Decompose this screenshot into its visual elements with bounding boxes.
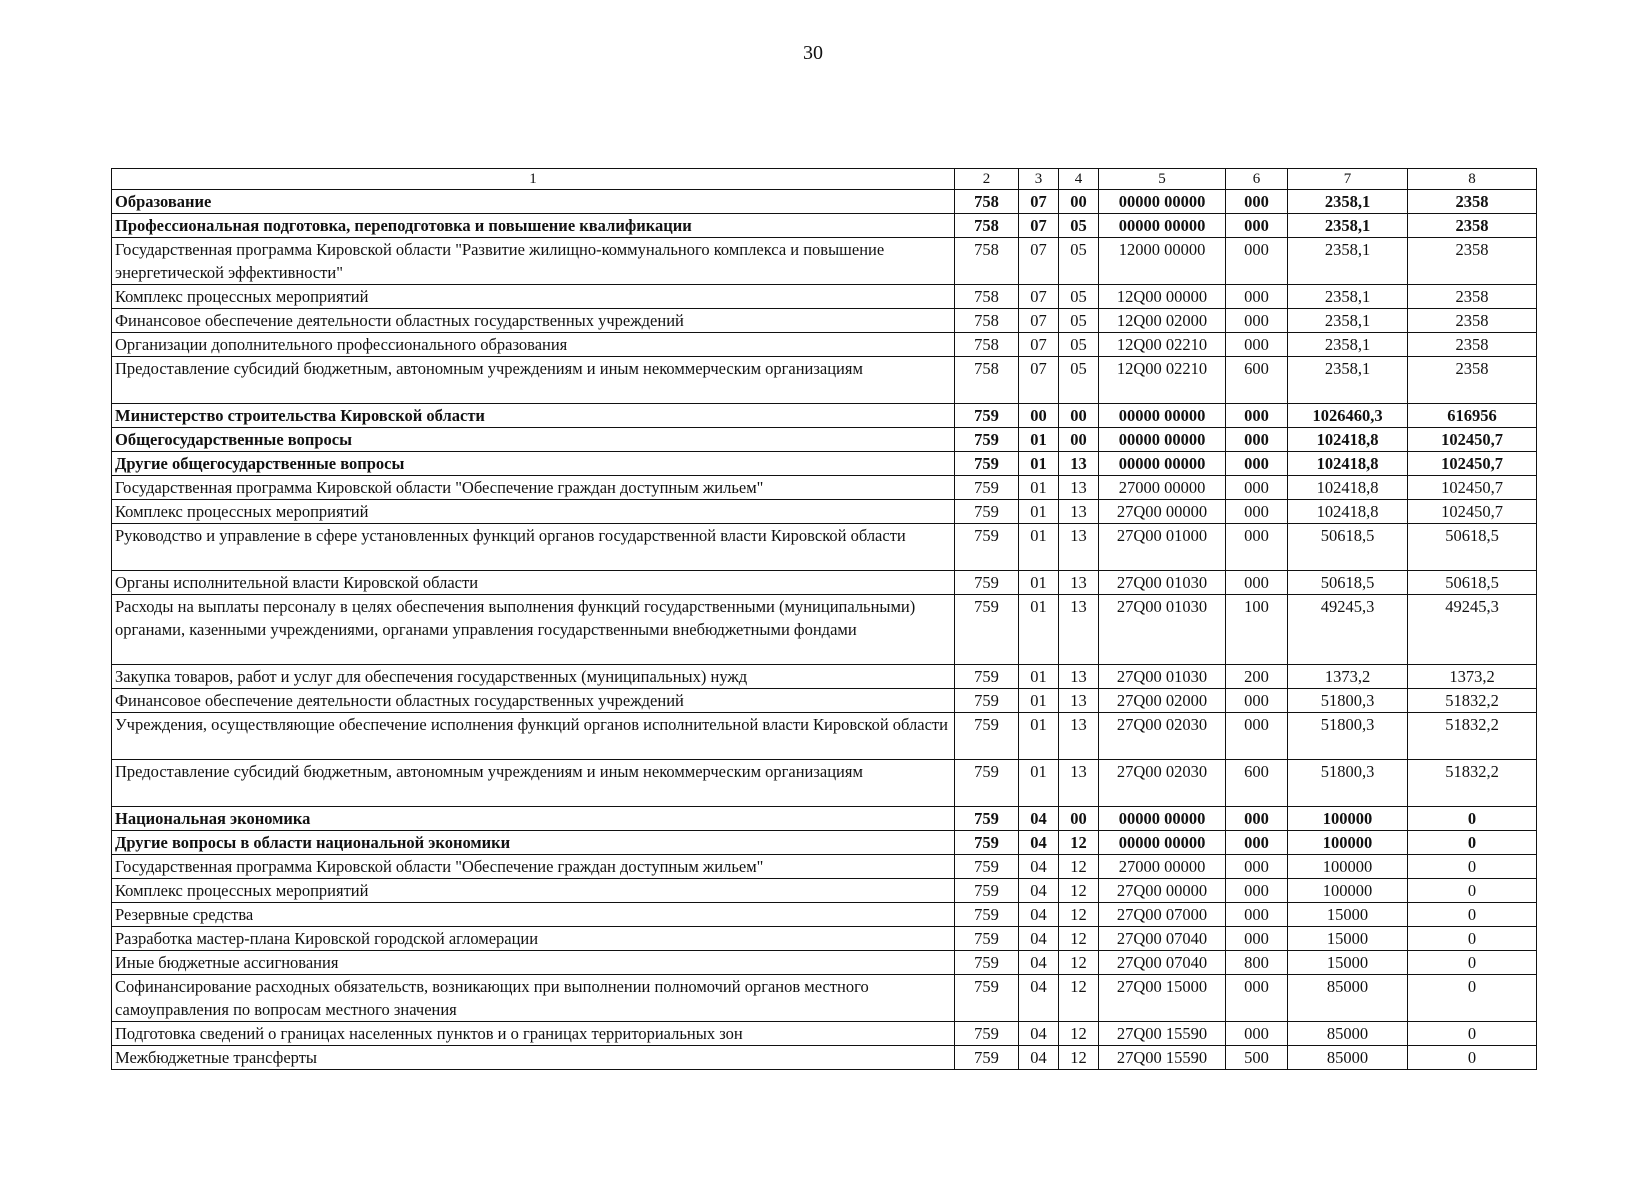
table-row xyxy=(112,807,1537,831)
row-name-cell: Финансовое обеспечение деятельности областных государственных учреждений xyxy=(112,689,955,713)
row-amount-1-cell: 51800,3 xyxy=(1288,713,1408,760)
row-section-cell: 04 xyxy=(1019,807,1059,831)
row-section-cell: 04 xyxy=(1019,879,1059,903)
row-subsection-cell: 12 xyxy=(1059,879,1099,903)
table-row xyxy=(112,190,1537,214)
row-expense-type-cell: 000 xyxy=(1226,333,1288,357)
row-target-article-cell: 27Q00 00000 xyxy=(1099,879,1226,903)
row-expense-type-cell: 500 xyxy=(1226,1046,1288,1070)
row-name-cell: Государственная программа Кировской области "Обеспечение граждан доступным жильем" xyxy=(112,855,955,879)
row-target-article-cell: 27Q00 15590 xyxy=(1099,1022,1226,1046)
row-amount-2-cell: 616956 xyxy=(1408,404,1537,428)
row-target-article-cell: 12Q00 00000 xyxy=(1099,285,1226,309)
row-ministry-code-cell: 759 xyxy=(955,855,1019,879)
row-section-cell: 01 xyxy=(1019,476,1059,500)
row-amount-2-cell: 2358 xyxy=(1408,285,1537,309)
row-amount-2-cell: 0 xyxy=(1408,807,1537,831)
row-ministry-code-cell: 758 xyxy=(955,309,1019,333)
row-subsection-cell: 13 xyxy=(1059,689,1099,713)
row-amount-2-cell: 0 xyxy=(1408,1022,1537,1046)
row-amount-1-cell: 100000 xyxy=(1288,807,1408,831)
row-section-cell: 01 xyxy=(1019,524,1059,571)
row-amount-1-cell: 2358,1 xyxy=(1288,309,1408,333)
header-cell: 3 xyxy=(1019,169,1059,190)
row-subsection-cell: 12 xyxy=(1059,855,1099,879)
row-section-cell: 04 xyxy=(1019,975,1059,1022)
row-subsection-cell: 12 xyxy=(1059,1046,1099,1070)
row-amount-2-cell: 0 xyxy=(1408,831,1537,855)
table-row xyxy=(112,665,1537,689)
row-expense-type-cell: 000 xyxy=(1226,879,1288,903)
row-ministry-code-cell: 759 xyxy=(955,879,1019,903)
row-ministry-code-cell: 759 xyxy=(955,975,1019,1022)
row-amount-1-cell: 51800,3 xyxy=(1288,760,1408,807)
row-ministry-code-cell: 758 xyxy=(955,238,1019,285)
table-row xyxy=(112,238,1537,285)
row-ministry-code-cell: 759 xyxy=(955,524,1019,571)
header-cell: 2 xyxy=(955,169,1019,190)
table-row xyxy=(112,333,1537,357)
row-section-cell: 01 xyxy=(1019,571,1059,595)
row-expense-type-cell: 000 xyxy=(1226,903,1288,927)
row-subsection-cell: 05 xyxy=(1059,285,1099,309)
row-name-cell: Разработка мастер-плана Кировской городской агломерации xyxy=(112,927,955,951)
row-section-cell: 07 xyxy=(1019,214,1059,238)
table-row xyxy=(112,428,1537,452)
table-row xyxy=(112,760,1537,807)
row-amount-2-cell: 2358 xyxy=(1408,309,1537,333)
row-name-cell: Резервные средства xyxy=(112,903,955,927)
row-section-cell: 01 xyxy=(1019,500,1059,524)
row-amount-2-cell: 2358 xyxy=(1408,214,1537,238)
row-subsection-cell: 13 xyxy=(1059,571,1099,595)
row-ministry-code-cell: 759 xyxy=(955,713,1019,760)
row-amount-1-cell: 85000 xyxy=(1288,1022,1408,1046)
row-expense-type-cell: 600 xyxy=(1226,760,1288,807)
row-ministry-code-cell: 759 xyxy=(955,831,1019,855)
row-section-cell: 07 xyxy=(1019,190,1059,214)
row-section-cell: 01 xyxy=(1019,665,1059,689)
row-subsection-cell: 12 xyxy=(1059,831,1099,855)
row-name-cell: Софинансирование расходных обязательств, возникающих при выполнении полномочий органов местного самоуправления по вопросам местного значения xyxy=(112,975,955,1022)
row-amount-1-cell: 50618,5 xyxy=(1288,524,1408,571)
page-number: 30 xyxy=(803,42,823,64)
row-section-cell: 07 xyxy=(1019,238,1059,285)
row-amount-1-cell: 1026460,3 xyxy=(1288,404,1408,428)
row-ministry-code-cell: 758 xyxy=(955,285,1019,309)
table-row xyxy=(112,214,1537,238)
row-amount-1-cell: 85000 xyxy=(1288,1046,1408,1070)
row-section-cell: 01 xyxy=(1019,595,1059,665)
row-ministry-code-cell: 759 xyxy=(955,476,1019,500)
row-subsection-cell: 13 xyxy=(1059,665,1099,689)
row-expense-type-cell: 000 xyxy=(1226,855,1288,879)
row-expense-type-cell: 000 xyxy=(1226,713,1288,760)
budget-table xyxy=(111,168,1537,1070)
row-amount-2-cell: 2358 xyxy=(1408,190,1537,214)
row-subsection-cell: 12 xyxy=(1059,927,1099,951)
row-amount-2-cell: 51832,2 xyxy=(1408,760,1537,807)
row-amount-2-cell: 51832,2 xyxy=(1408,713,1537,760)
row-section-cell: 04 xyxy=(1019,855,1059,879)
table-row xyxy=(112,404,1537,428)
row-expense-type-cell: 000 xyxy=(1226,238,1288,285)
row-target-article-cell: 00000 00000 xyxy=(1099,428,1226,452)
table-row xyxy=(112,357,1537,404)
table-row xyxy=(112,309,1537,333)
row-amount-1-cell: 102418,8 xyxy=(1288,428,1408,452)
header-cell: 6 xyxy=(1226,169,1288,190)
row-name-cell: Комплекс процессных мероприятий xyxy=(112,500,955,524)
row-amount-2-cell: 102450,7 xyxy=(1408,452,1537,476)
row-expense-type-cell: 000 xyxy=(1226,689,1288,713)
table-row xyxy=(112,831,1537,855)
table-row xyxy=(112,855,1537,879)
row-amount-2-cell: 0 xyxy=(1408,951,1537,975)
table-row xyxy=(112,1022,1537,1046)
row-amount-2-cell: 0 xyxy=(1408,903,1537,927)
row-amount-1-cell: 2358,1 xyxy=(1288,357,1408,404)
table-row xyxy=(112,713,1537,760)
row-name-cell: Финансовое обеспечение деятельности областных государственных учреждений xyxy=(112,309,955,333)
row-name-cell: Другие вопросы в области национальной экономики xyxy=(112,831,955,855)
row-amount-1-cell: 102418,8 xyxy=(1288,452,1408,476)
row-ministry-code-cell: 758 xyxy=(955,214,1019,238)
row-subsection-cell: 13 xyxy=(1059,595,1099,665)
row-subsection-cell: 13 xyxy=(1059,713,1099,760)
row-amount-1-cell: 51800,3 xyxy=(1288,689,1408,713)
row-subsection-cell: 13 xyxy=(1059,500,1099,524)
row-target-article-cell: 27Q00 02030 xyxy=(1099,760,1226,807)
row-ministry-code-cell: 759 xyxy=(955,500,1019,524)
row-section-cell: 04 xyxy=(1019,1022,1059,1046)
row-ministry-code-cell: 759 xyxy=(955,452,1019,476)
row-ministry-code-cell: 759 xyxy=(955,689,1019,713)
row-expense-type-cell: 000 xyxy=(1226,404,1288,428)
row-section-cell: 04 xyxy=(1019,951,1059,975)
row-expense-type-cell: 000 xyxy=(1226,285,1288,309)
table-row xyxy=(112,975,1537,1022)
row-amount-1-cell: 15000 xyxy=(1288,927,1408,951)
row-name-cell: Закупка товаров, работ и услуг для обеспечения государственных (муниципальных) нужд xyxy=(112,665,955,689)
row-ministry-code-cell: 759 xyxy=(955,1022,1019,1046)
row-ministry-code-cell: 759 xyxy=(955,807,1019,831)
row-amount-2-cell: 0 xyxy=(1408,879,1537,903)
row-subsection-cell: 13 xyxy=(1059,524,1099,571)
row-target-article-cell: 27Q00 15590 xyxy=(1099,1046,1226,1070)
row-amount-2-cell: 49245,3 xyxy=(1408,595,1537,665)
row-section-cell: 01 xyxy=(1019,713,1059,760)
row-subsection-cell: 12 xyxy=(1059,1022,1099,1046)
row-amount-1-cell: 100000 xyxy=(1288,831,1408,855)
row-ministry-code-cell: 758 xyxy=(955,190,1019,214)
row-section-cell: 01 xyxy=(1019,689,1059,713)
row-amount-2-cell: 50618,5 xyxy=(1408,524,1537,571)
row-name-cell: Органы исполнительной власти Кировской области xyxy=(112,571,955,595)
table-header-row xyxy=(112,169,1537,190)
table-row xyxy=(112,951,1537,975)
row-target-article-cell: 00000 00000 xyxy=(1099,404,1226,428)
row-subsection-cell: 00 xyxy=(1059,404,1099,428)
row-amount-2-cell: 50618,5 xyxy=(1408,571,1537,595)
row-target-article-cell: 27Q00 01030 xyxy=(1099,571,1226,595)
row-ministry-code-cell: 759 xyxy=(955,595,1019,665)
row-amount-1-cell: 1373,2 xyxy=(1288,665,1408,689)
table-row xyxy=(112,500,1537,524)
row-amount-2-cell: 0 xyxy=(1408,927,1537,951)
row-name-cell: Учреждения, осуществляющие обеспечение исполнения функций органов исполнительной власти Кировской области xyxy=(112,713,955,760)
row-ministry-code-cell: 759 xyxy=(955,903,1019,927)
header-cell: 8 xyxy=(1408,169,1537,190)
row-target-article-cell: 27Q00 07000 xyxy=(1099,903,1226,927)
row-target-article-cell: 27Q00 01030 xyxy=(1099,595,1226,665)
row-amount-2-cell: 2358 xyxy=(1408,238,1537,285)
row-target-article-cell: 00000 00000 xyxy=(1099,452,1226,476)
row-amount-2-cell: 2358 xyxy=(1408,333,1537,357)
row-section-cell: 01 xyxy=(1019,760,1059,807)
row-amount-2-cell: 102450,7 xyxy=(1408,476,1537,500)
table-row xyxy=(112,452,1537,476)
row-amount-2-cell: 102450,7 xyxy=(1408,428,1537,452)
row-name-cell: Подготовка сведений о границах населенных пунктов и о границах территориальных зон xyxy=(112,1022,955,1046)
row-subsection-cell: 13 xyxy=(1059,476,1099,500)
row-section-cell: 04 xyxy=(1019,1046,1059,1070)
row-subsection-cell: 05 xyxy=(1059,238,1099,285)
table-row xyxy=(112,595,1537,665)
row-name-cell: Профессиональная подготовка, переподготовка и повышение квалификации xyxy=(112,214,955,238)
table-row xyxy=(112,285,1537,309)
row-name-cell: Иные бюджетные ассигнования xyxy=(112,951,955,975)
row-amount-1-cell: 49245,3 xyxy=(1288,595,1408,665)
table-row xyxy=(112,571,1537,595)
row-amount-2-cell: 1373,2 xyxy=(1408,665,1537,689)
row-name-cell: Образование xyxy=(112,190,955,214)
row-subsection-cell: 05 xyxy=(1059,333,1099,357)
row-amount-1-cell: 15000 xyxy=(1288,951,1408,975)
row-ministry-code-cell: 758 xyxy=(955,333,1019,357)
row-name-cell: Другие общегосударственные вопросы xyxy=(112,452,955,476)
row-name-cell: Комплекс процессных мероприятий xyxy=(112,285,955,309)
table-row xyxy=(112,476,1537,500)
row-amount-1-cell: 15000 xyxy=(1288,903,1408,927)
row-target-article-cell: 27Q00 01000 xyxy=(1099,524,1226,571)
row-expense-type-cell: 000 xyxy=(1226,428,1288,452)
row-subsection-cell: 12 xyxy=(1059,975,1099,1022)
row-ministry-code-cell: 759 xyxy=(955,760,1019,807)
row-name-cell: Национальная экономика xyxy=(112,807,955,831)
row-subsection-cell: 05 xyxy=(1059,214,1099,238)
row-expense-type-cell: 000 xyxy=(1226,524,1288,571)
row-subsection-cell: 12 xyxy=(1059,951,1099,975)
table-row xyxy=(112,524,1537,571)
row-expense-type-cell: 000 xyxy=(1226,807,1288,831)
row-name-cell: Руководство и управление в сфере установленных функций органов государственной власти Кировской области xyxy=(112,524,955,571)
row-expense-type-cell: 000 xyxy=(1226,309,1288,333)
row-name-cell: Предоставление субсидий бюджетным, автономным учреждениям и иным некоммерческим организациям xyxy=(112,357,955,404)
row-target-article-cell: 27Q00 01030 xyxy=(1099,665,1226,689)
row-expense-type-cell: 100 xyxy=(1226,595,1288,665)
row-name-cell: Расходы на выплаты персоналу в целях обеспечения выполнения функций государственными (муниципальными) органами, казенными учреждениями, органами управления государственными внебюджетными фондами xyxy=(112,595,955,665)
row-name-cell: Организации дополнительного профессионального образования xyxy=(112,333,955,357)
row-expense-type-cell: 000 xyxy=(1226,190,1288,214)
row-amount-1-cell: 2358,1 xyxy=(1288,238,1408,285)
row-name-cell: Государственная программа Кировской области "Развитие жилищно-коммунального комплекса и повышение энергетической эффективности" xyxy=(112,238,955,285)
row-expense-type-cell: 800 xyxy=(1226,951,1288,975)
table-row xyxy=(112,879,1537,903)
row-expense-type-cell: 000 xyxy=(1226,927,1288,951)
row-ministry-code-cell: 759 xyxy=(955,1046,1019,1070)
row-amount-1-cell: 2358,1 xyxy=(1288,333,1408,357)
row-amount-1-cell: 102418,8 xyxy=(1288,476,1408,500)
row-ministry-code-cell: 759 xyxy=(955,571,1019,595)
row-subsection-cell: 13 xyxy=(1059,452,1099,476)
row-amount-1-cell: 2358,1 xyxy=(1288,285,1408,309)
header-cell: 5 xyxy=(1099,169,1226,190)
table-body xyxy=(112,169,1537,1070)
row-amount-1-cell: 100000 xyxy=(1288,879,1408,903)
row-expense-type-cell: 000 xyxy=(1226,975,1288,1022)
row-expense-type-cell: 600 xyxy=(1226,357,1288,404)
header-cell: 4 xyxy=(1059,169,1099,190)
table-row xyxy=(112,927,1537,951)
header-cell: 7 xyxy=(1288,169,1408,190)
row-section-cell: 01 xyxy=(1019,452,1059,476)
row-section-cell: 07 xyxy=(1019,357,1059,404)
row-section-cell: 04 xyxy=(1019,927,1059,951)
row-expense-type-cell: 200 xyxy=(1226,665,1288,689)
row-target-article-cell: 27Q00 02030 xyxy=(1099,713,1226,760)
header-cell: 1 xyxy=(112,169,955,190)
row-name-cell: Предоставление субсидий бюджетным, автономным учреждениям и иным некоммерческим организациям xyxy=(112,760,955,807)
row-expense-type-cell: 000 xyxy=(1226,214,1288,238)
row-section-cell: 07 xyxy=(1019,285,1059,309)
row-subsection-cell: 00 xyxy=(1059,807,1099,831)
row-name-cell: Государственная программа Кировской области "Обеспечение граждан доступным жильем" xyxy=(112,476,955,500)
row-expense-type-cell: 000 xyxy=(1226,1022,1288,1046)
row-amount-2-cell: 2358 xyxy=(1408,357,1537,404)
row-target-article-cell: 00000 00000 xyxy=(1099,190,1226,214)
row-target-article-cell: 00000 00000 xyxy=(1099,214,1226,238)
row-ministry-code-cell: 759 xyxy=(955,665,1019,689)
row-expense-type-cell: 000 xyxy=(1226,831,1288,855)
row-section-cell: 04 xyxy=(1019,831,1059,855)
row-target-article-cell: 27Q00 07040 xyxy=(1099,951,1226,975)
row-amount-1-cell: 102418,8 xyxy=(1288,500,1408,524)
row-expense-type-cell: 000 xyxy=(1226,571,1288,595)
row-amount-1-cell: 2358,1 xyxy=(1288,214,1408,238)
row-section-cell: 07 xyxy=(1019,309,1059,333)
row-amount-1-cell: 100000 xyxy=(1288,855,1408,879)
row-amount-1-cell: 2358,1 xyxy=(1288,190,1408,214)
row-name-cell: Общегосударственные вопросы xyxy=(112,428,955,452)
row-target-article-cell: 27000 00000 xyxy=(1099,476,1226,500)
row-target-article-cell: 12Q00 02210 xyxy=(1099,357,1226,404)
row-amount-2-cell: 0 xyxy=(1408,855,1537,879)
row-target-article-cell: 00000 00000 xyxy=(1099,807,1226,831)
row-ministry-code-cell: 759 xyxy=(955,951,1019,975)
row-target-article-cell: 12Q00 02210 xyxy=(1099,333,1226,357)
row-ministry-code-cell: 759 xyxy=(955,404,1019,428)
row-expense-type-cell: 000 xyxy=(1226,476,1288,500)
row-target-article-cell: 27Q00 07040 xyxy=(1099,927,1226,951)
row-subsection-cell: 00 xyxy=(1059,428,1099,452)
row-target-article-cell: 27Q00 02000 xyxy=(1099,689,1226,713)
row-section-cell: 04 xyxy=(1019,903,1059,927)
row-amount-2-cell: 102450,7 xyxy=(1408,500,1537,524)
row-expense-type-cell: 000 xyxy=(1226,452,1288,476)
row-target-article-cell: 12Q00 02000 xyxy=(1099,309,1226,333)
row-name-cell: Комплекс процессных мероприятий xyxy=(112,879,955,903)
row-amount-2-cell: 0 xyxy=(1408,975,1537,1022)
row-section-cell: 01 xyxy=(1019,428,1059,452)
row-amount-1-cell: 50618,5 xyxy=(1288,571,1408,595)
table-row xyxy=(112,903,1537,927)
row-amount-1-cell: 85000 xyxy=(1288,975,1408,1022)
row-subsection-cell: 05 xyxy=(1059,357,1099,404)
row-section-cell: 00 xyxy=(1019,404,1059,428)
row-ministry-code-cell: 759 xyxy=(955,927,1019,951)
table-row xyxy=(112,689,1537,713)
row-section-cell: 07 xyxy=(1019,333,1059,357)
row-amount-2-cell: 51832,2 xyxy=(1408,689,1537,713)
row-target-article-cell: 27Q00 15000 xyxy=(1099,975,1226,1022)
row-subsection-cell: 12 xyxy=(1059,903,1099,927)
row-subsection-cell: 05 xyxy=(1059,309,1099,333)
row-target-article-cell: 27000 00000 xyxy=(1099,855,1226,879)
table-row xyxy=(112,1046,1537,1070)
row-subsection-cell: 00 xyxy=(1059,190,1099,214)
row-target-article-cell: 12000 00000 xyxy=(1099,238,1226,285)
row-subsection-cell: 13 xyxy=(1059,760,1099,807)
row-expense-type-cell: 000 xyxy=(1226,500,1288,524)
row-name-cell: Межбюджетные трансферты xyxy=(112,1046,955,1070)
row-amount-2-cell: 0 xyxy=(1408,1046,1537,1070)
row-ministry-code-cell: 759 xyxy=(955,428,1019,452)
row-ministry-code-cell: 758 xyxy=(955,357,1019,404)
row-target-article-cell: 27Q00 00000 xyxy=(1099,500,1226,524)
row-name-cell: Министерство строительства Кировской области xyxy=(112,404,955,428)
row-target-article-cell: 00000 00000 xyxy=(1099,831,1226,855)
